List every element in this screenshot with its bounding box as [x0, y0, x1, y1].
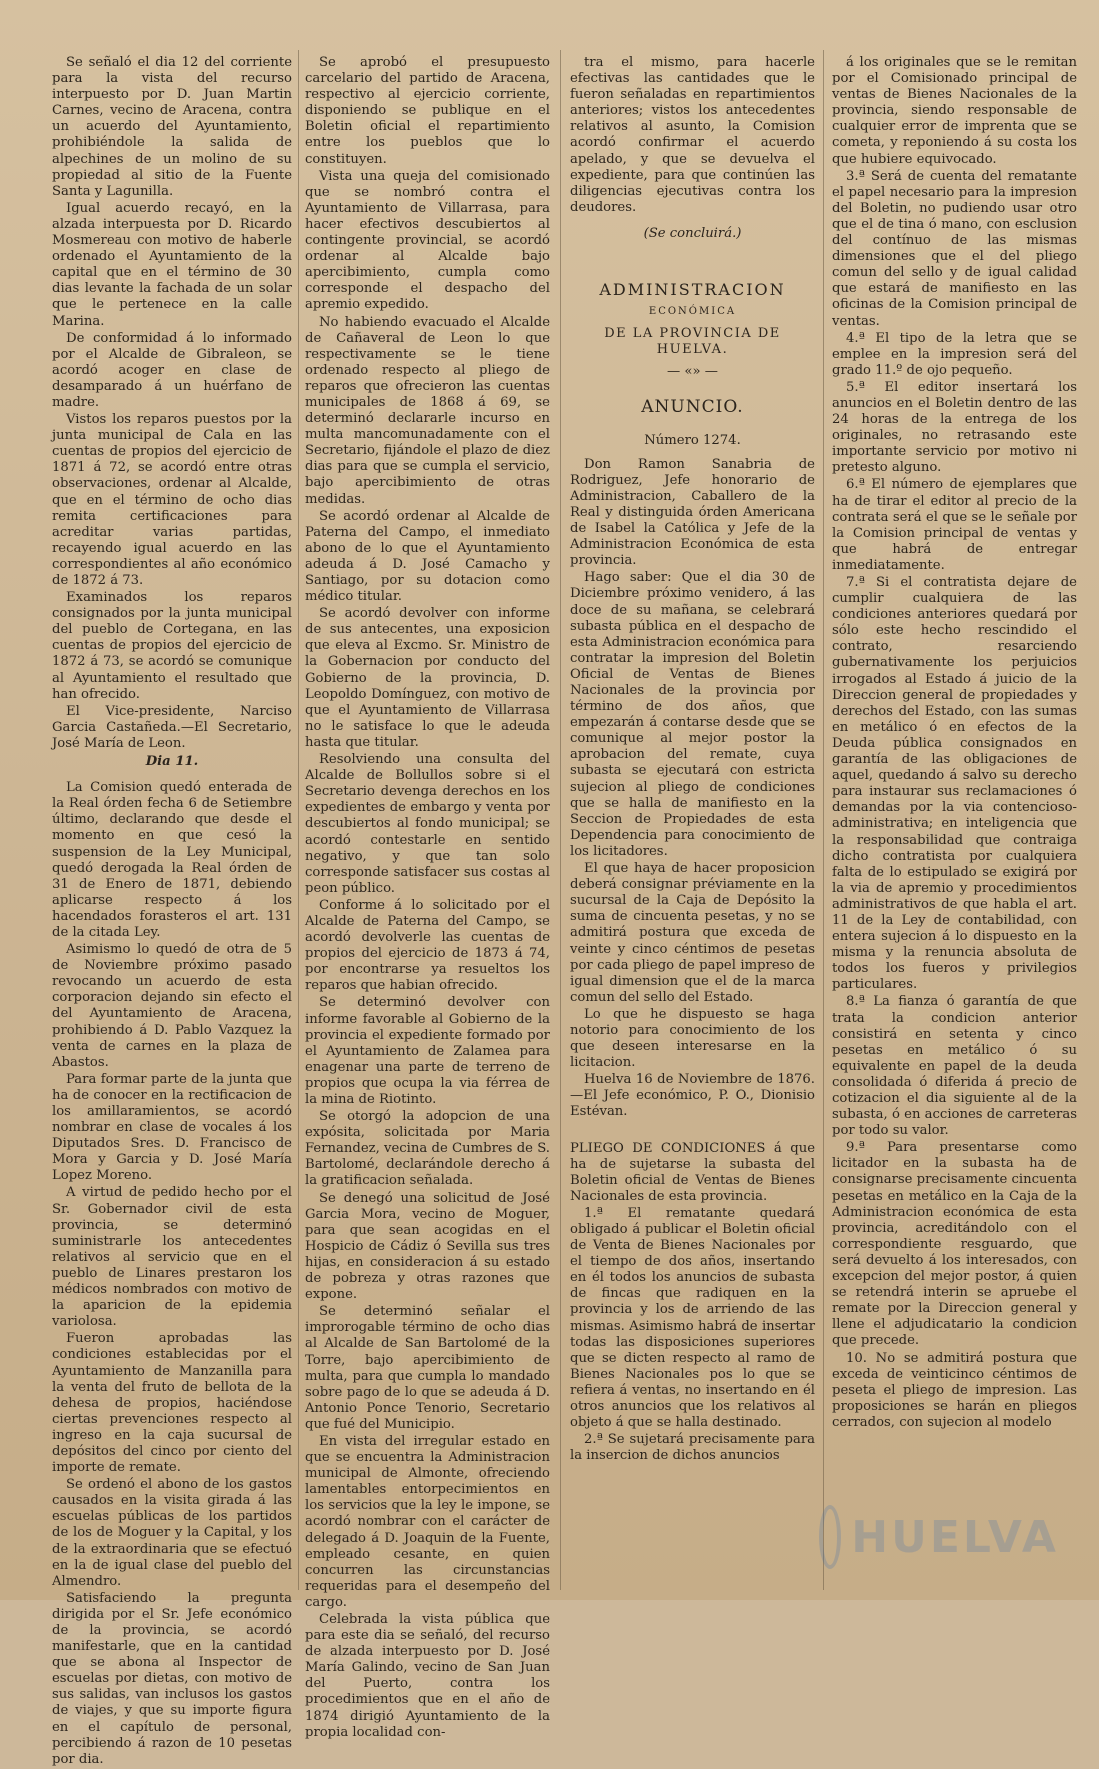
announcement-number: Número 1274. [644, 432, 741, 448]
paragraph: Huelva 16 de Noviembre de 1876. —El Jefe económico, P. O., Dionisio Estévan. [570, 1072, 815, 1120]
paragraph: 10. No se admitirá postura que exceda de veinticinco céntimos de peseta el pliego de impresion. Las proposiciones se harán en pliegos cerrados, con sujecion al modelo [832, 1350, 1077, 1430]
section-subtitle: ECONÓMICA [648, 306, 737, 318]
huelva-watermark [819, 1502, 1059, 1572]
paragraph: Igual acuerdo recayó, en la alzada interpuesta por D. Ricardo Mosmereau con motivo de haberle ordenado el Ayuntamiento de la capital que en el término de 30 dias levante la fachada de un solar que le pertenece en la calle Marina. [52, 200, 292, 329]
paragraph: 4.ª El tipo de la letra que se emplee en la impresion será del grado 11.º de ojo pequeño. [832, 330, 1077, 378]
paragraph: Se determinó devolver con informe favorable al Gobierno de la provincia el expediente formado por el Ayuntamiento de Zalamea para enagenar una parte de terreno de propios que ocupa la via férrea de la mina de Riotinto. [305, 995, 550, 1107]
paragraph: tra el mismo, para hacerle efectivas las cantidades que le fueron señaladas en repartimientos anteriores; vistos los antecedentes relativos al asunto, la Comision acordó confirmar el acuerdo apelado, y que se devuelva el expediente, para que continúen las diligencias ejecutivas contra los deudores. [570, 55, 815, 215]
paragraph: 6.ª El número de ejemplares que ha de tirar el editor al precio de la contrata será el que se le señale por la Comision principal de ventas y que habrá de entregar inmediatamente. [832, 477, 1077, 573]
paragraph: Resolviendo una consulta del Alcalde de Bollullos sobre si el Secretario devenga derechos en los expedientes de embargo y venta por descubiertos al fondo municipal; se acordó contestarle en sentido negativo, y que tan solo corresponde satisfacer sus costas al peon público. [305, 752, 550, 896]
paragraph: Celebrada la vista pública que para este dia se señaló, del recurso de alzada interpuesto por D. José María Galindo, vecino de San Juan del Puerto, contra los procedimientos que en el año de 1874 dirigió Ayuntamiento de la propia localidad con- [305, 1612, 550, 1740]
paragraph: La Comision quedó enterada de la Real órden fecha 6 de Setiembre último, declarando que desde el momento en que cesó la suspension de la Ley Municipal, quedó derogada la Real órden de 31 de Enero de 1871, debiendo aplicarse respecto á los hacendados forasteros el art. 131 de la citada Ley. [52, 780, 292, 940]
paragraph: El que haya de hacer proposicion deberá consignar préviamente en la sucursal de la Caja de Depósito la suma de cincuenta pesetas, y no se admitirá postura que exceda de veinte y cinco céntimos de pesetas por cada pliego de papel impreso de igual dimension que el de la marca comun del sello del Estado. [570, 861, 815, 1005]
paragraph: Se otorgó la adopcion de una expósita, solicitada por Maria Fernandez, vecina de Cumbres de S. Bartolomé, declarándole derecho á la gratificacion señalada. [305, 1109, 550, 1189]
paragraph: 3.ª Será de cuenta del rematante el papel necesario para la impresion del Boletin, no pudiendo usar otro que el de tina ó mano, con esclusion del contínuo de las mismas dimensiones que el del pliego comun del sello y de igual calidad que estará de manifiesto en las oficinas de la Comision principal de ventas. [832, 168, 1077, 329]
paragraph: En vista del irregular estado en que se encuentra la Administracion municipal de Almonte, ofreciendo lamentables entorpecimientos en los servicios que la ley le impone, se acordó nombrar con el carácter de delegado á D. Joaquin de la Fuente, empleado cesante, en quien concurren las circunstancias requeridas para el desempeño del cargo. [305, 1433, 550, 1610]
column-rule [298, 50, 299, 1590]
paragraph: El Vice-presidente, Narciso Garcia Castañeda.—El Secretario, José María de Leon. [52, 703, 292, 751]
paragraph: De conformidad á lo informado por el Alcalde de Gibraleon, se acordó acoger en clase de desamparado á un huérfano de madre. [52, 330, 292, 410]
paragraph: á los originales que se le remitan por el Comisionado principal de ventas de Bienes Nacionales de la provincia, siendo responsable de cualquier error de imprenta que se cometa, y reponiendo á su costa los que hubiere equivocado. [832, 55, 1077, 167]
paragraph: Asimismo lo quedó de otra de 5 de Noviembre próximo pasado revocando un acuerdo de esta corporacion dejando sin efecto el del Ayuntamiento de Aracena, prohibiendo á D. Pablo Vazquez la venta de carnes en la plaza de Abastos. [52, 942, 292, 1070]
paragraph: Vista una queja del comisionado que se nombró contra el Ayuntamiento de Villarrasa, para hacer efectivos descubiertos al contingente provincial, se acordó ordenar al Alcalde bajo apercibimiento, cumpla como corresponde el despacho del apremio expedido. [305, 168, 550, 313]
ornament: — «» — [667, 364, 718, 380]
paragraph: A virtud de pedido hecho por el Sr. Gobernador civil de esta provincia, se determinó suministrarle los antecedentes relativos al servicio que en el pueblo de Linares prestaron los médicos nombrados con motivo de la aparicion de la epidemia variolosa. [52, 1185, 292, 1330]
section-title: ADMINISTRACION [599, 280, 786, 300]
paragraph: Se señaló el dia 12 del corriente para la vista del recurso interpuesto por D. Juan Martin Carnes, vecino de Aracena, contra un acuerdo del Ayuntamiento, prohibiéndole la salida de alpechines de un molino de su propiedad al sitio de la Fuente Santa y Lagunilla. [52, 55, 292, 199]
paragraph: Se acordó devolver con informe de sus antecentes, una exposicion que eleva al Excmo. Sr. Ministro de la Gobernacion por conducto del Gobierno de la provincia, D. Leopoldo Domínguez, con motivo de que el Ayuntamiento de Villarrasa no le satisface lo que le adeuda hasta que titular. [305, 606, 550, 750]
paragraph: Vistos los reparos puestos por la junta municipal de Cala en las cuentas de propios del ejercicio de 1871 á 72, se acordó entre otras observaciones, ordenar al Alcalde, que en el término de ocho dias remita certificaciones para acreditar varias partidas, recayendo igual acuerdo en las correspondientes al año económico de 1872 á 73. [52, 412, 292, 588]
paragraph: Hago saber: Que el dia 30 de Diciembre próximo venidero, á las doce de su mañana, se celebrará subasta pública en el despacho de esta Administracion económica para contratar la impresion del Boletin Oficial de Ventas de Bienes Nacionales de la provincia por término de dos años, que empezarán á contarse desde que se comunique al mejor postor la aprobacion del remate, cuya subasta se ejecutará con estricta sujecion al pliego de condiciones que se halla de manifiesto en la Seccion de Propiedades de esta Dependencia para conocimiento de los licitadores. [570, 570, 815, 859]
paragraph: Conforme á lo solicitado por el Alcalde de Paterna del Campo, se acordó devolverle las cuentas de propios del ejercicio de 1873 á 74, por encontrarse ya resueltos los reparos que habian ofrecido. [305, 897, 550, 994]
column-rule [823, 50, 824, 1590]
paragraph: Don Ramon Sanabria de Rodriguez, Jefe honorario de Administracion, Caballero de la Real y distinguida órden Americana de Isabel la Católica y Jefe de la Administracion Económica de esta provincia. [570, 456, 815, 569]
announcement-heading: ANUNCIO. [641, 396, 744, 417]
column-1 [52, 55, 292, 1769]
paragraph: Se denegó una solicitud de José Garcia Mora, vecino de Moguer, para que sean acogidas en el Hospicio de Cádiz ó Sevilla sus tres hijas, en consideracion á su estado de pobreza y otras razones que expone. [305, 1190, 550, 1303]
section-subtitle-province: DE LA PROVINCIA DE HUELVA. [604, 326, 781, 358]
paragraph: Se acordó ordenar al Alcalde de Paterna del Campo, el inmediato abono de lo que el Ayuntamiento adeuda á D. José Camacho y Santiago, por su dotacion como médico titular. [305, 508, 550, 605]
seal-icon [819, 1505, 841, 1569]
day-heading: Dia 11. [145, 754, 199, 770]
paragraph: 2.ª Se sujetará precisamente para la insercion de dichos anuncios [570, 1432, 815, 1464]
column-rule [560, 50, 561, 1590]
paragraph: Examinados los reparos consignados por la junta municipal del pueblo de Cortegana, en las cuentas de propios del ejercicio de 1872 á 73, se acordó se comunique al Ayuntamiento el resultado que han ofrecido. [52, 590, 292, 702]
column-2 [305, 55, 550, 1742]
conditions-heading: PLIEGO DE CONDICIONES á que ha de sujetarse la subasta del Boletin oficial de Ventas de Bienes Nacionales de esta provincia. [570, 1140, 815, 1204]
paragraph: No habiendo evacuado el Alcalde de Cañaveral de Leon lo que respectivamente se le tiene ordenado respecto al pliego de reparos que ofrecieron las cuentas municipales de 1868 á 69, se determinó declararle incurso en multa mancomunadamente con el Secretario, fijándole el plazo de diez dias para que se cumpla el servicio, bajo apercibimiento de otras medidas. [305, 314, 550, 507]
col1-paragraphs [52, 55, 292, 752]
paragraph: Se aprobó el presupuesto carcelario del partido de Aracena, respectivo al ejercicio corriente, disponiendo se publique en el Boletin oficial el repartimiento entre los pueblos que lo constituyen. [305, 55, 550, 167]
paragraph: Fueron aprobadas las condiciones establecidas por el Ayuntamiento de Manzanilla para la venta del fruto de bellota de la dehesa de propios, haciéndose ciertas prevenciones respecto al ingreso en la caja sucursal de depósitos del cinco por ciento del importe de remate. [52, 1331, 292, 1476]
paragraph: Lo que he dispuesto se haga notorio para conocimiento de los que deseen interesarse en la licitacion. [570, 1006, 815, 1071]
paragraph: 7.ª Si el contratista dejare de cumplir cualquiera de las condiciones anteriores quedará por sólo este hecho rescindido el contrato, resarciendo gubernativamente los perjuicios irrogados al Estado á juicio de la Direccion general de propiedades y derechos del Estado, con las sumas en metálico ó en efectos de la Deuda pública consignados en garantía de las obligaciones de aquel, quedando á salvo su derecho para instaurar sus reclamaciones ó demandas por la via contencioso-administrativa; en inteligencia que la responsabilidad que contraiga dicho contratista por cualquiera falta de lo estipulado se exigirá por la via de apremio y procedimientos administrativos de que habla el art. 11 de la Ley de contabilidad, con entera sujecion á lo dispuesto en la misma y la renuncia absoluta de todos los fueros y privilegios particulares. [832, 575, 1077, 993]
paragraph: 8.ª La fianza ó garantía de que trata la condicion anterior consistirá en setenta y cinco pesetas en metálico ó su equivalente en papel de la deuda consolidada ó diferida á precio de cotizacion el dia siguiente al de la subasta, ó en acciones de carreteras por todo su valor. [832, 994, 1077, 1139]
column-3 [570, 55, 815, 1465]
to-be-continued: (Se concluirá.) [643, 225, 742, 241]
paragraph: 1.ª El rematante quedará obligado á publicar el Boletin oficial de Venta de Bienes Nacionales por el tiempo de dos años, insertando en él todos los anuncios de subasta de fincas que radiquen en la provincia y los de arriendo de las mismas. Asimismo habrá de insertar todas las disposiciones superiores que se dicten respecto al ramo de Bienes Nacionales pos lo que se refiera á ventas, no insertando en él otros anuncios que los relativos al objeto á que se halla destinado. [570, 1205, 815, 1431]
paragraph: Para formar parte de la junta que ha de conocer en la rectificacion de los amillaramientos, se acordó nombrar en clase de vocales á los Diputados Sres. D. Francisco de Mora y Garcia y D. José María Lopez Moreno. [52, 1071, 292, 1184]
paragraph: Se determinó señalar el improrogable término de ocho dias al Alcalde de San Bartolomé de la Torre, bajo apercibimiento de multa, para que cumpla lo mandado sobre pago de lo que se adeuda á D. Antonio Ponce Tenorio, Secretario que fué del Municipio. [305, 1304, 550, 1432]
paragraph: Se ordenó el abono de los gastos causados en la visita girada á las escuelas públicas de los partidos de los de Moguer y la Capital, y los de la extraordinaria que se efectuó en la de igual clase del pueblo del Almendro. [52, 1477, 292, 1589]
paragraph: 5.ª El editor insertará los anuncios en el Boletin dentro de las 24 horas de la entrega de los originales, no retrasando este importante servicio por motivo ni pretesto alguno. [832, 379, 1077, 476]
paragraph: Satisfaciendo la pregunta dirigida por el Sr. Jefe económico de la provincia, se acordó manifestarle, que en la cantidad que se abona al Inspector de escuelas por dietas, con motivo de sus salidas, van inclusos los gastos de viajes, y que su importe figura en el capítulo de personal, percibiendo á razon de 10 pesetas por dia. [52, 1590, 292, 1767]
paragraph: 9.ª Para presentarse como licitador en la subasta ha de consignarse precisamente cincuenta pesetas en metálico en la Caja de la Administracion económica de esta provincia, acreditándolo con el correspondiente resguardo, que será devuelto á los interesados, con excepcion del mejor postor, á quien se retendrá interin se apruebe el remate por la Direccion general y llene el adjudicatario la condicion que precede. [832, 1140, 1077, 1349]
watermark-text: HUELVA [851, 1511, 1059, 1563]
column-4 [832, 55, 1077, 1432]
